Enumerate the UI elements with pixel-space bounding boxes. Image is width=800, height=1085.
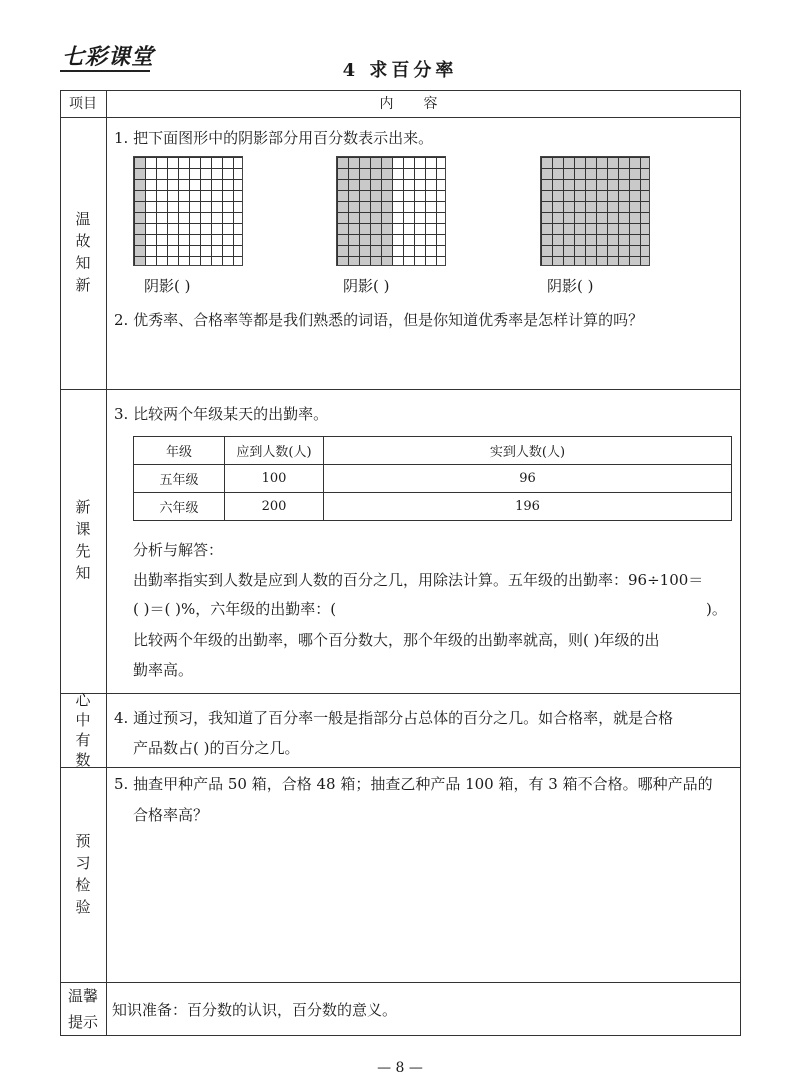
label-char: 心 [75, 691, 91, 709]
section-label-new-lesson [60, 389, 106, 693]
label-char: 有 [75, 731, 91, 749]
grid-3-answer-blank[interactable]: 阴影( ) [547, 277, 594, 295]
table-header-row [134, 437, 732, 465]
grid-2-answer-blank[interactable]: 阴影( ) [343, 277, 390, 295]
label-char: 习 [75, 853, 91, 872]
item-column-header: 项目 [69, 96, 97, 112]
analysis-title: 分析与解答： [133, 541, 224, 559]
label-char: 先 [75, 542, 91, 560]
page-number: — 8 — [377, 1060, 423, 1076]
attendance-table [133, 436, 732, 521]
table-row [134, 465, 732, 493]
table-cell: 200 [225, 493, 324, 521]
content-column-header: 内容 [379, 96, 468, 112]
label-char: 数 [75, 751, 91, 769]
label-char: 温 [75, 210, 91, 228]
label-char: 预 [75, 831, 91, 850]
question-5: 5. 抽查甲种产品 50 箱，合格 48 箱；抽查乙种产品 100 箱，有 3 箱不合格。哪种产品的 [114, 775, 713, 793]
section-label-review [60, 117, 106, 389]
table-header-cell: 年级 [134, 437, 225, 465]
hundred-grid-3 [540, 156, 650, 266]
row-divider-header [60, 117, 741, 118]
question-1: 1. 把下面图形中的阴影部分用百分数表示出来。 [114, 129, 434, 147]
question-4: 4. 通过预习，我知道了百分率一般是指部分占总体的百分之几。如合格率，就是合格 [114, 709, 674, 727]
vertical-label [75, 690, 90, 770]
label-char: 知 [75, 564, 91, 582]
label-char: 验 [75, 897, 91, 916]
analysis-line-2[interactable]: ( )＝( )%，六年级的出勤率：( [133, 600, 337, 618]
vertical-label [75, 497, 90, 585]
label-char: 新 [75, 498, 91, 516]
analysis-line-4: 勤率高。 [133, 661, 194, 679]
row-divider-mind [60, 767, 741, 768]
table-header-cell: 应到人数(人) [225, 437, 324, 465]
column-divider [106, 90, 107, 1036]
label-char: 检 [75, 875, 91, 894]
row-divider-review [60, 389, 741, 390]
label-char: 中 [75, 711, 91, 729]
brand-logo: 七彩课堂 [62, 44, 155, 70]
table-row [134, 493, 732, 521]
table-cell: 五年级 [134, 465, 225, 493]
grid-1-answer-blank[interactable]: 阴影( ) [144, 277, 191, 295]
question-5-line-2: 合格率高？ [133, 806, 209, 824]
table-cell: 100 [225, 465, 324, 493]
analysis-line-1: 出勤率指实到人数是应到人数的百分之几，用除法计算。五年级的出勤率：96÷100＝ [133, 571, 704, 589]
row-divider-new-lesson [60, 693, 741, 694]
vertical-label [75, 209, 90, 297]
row-divider-preview [60, 982, 741, 983]
label-char: 故 [75, 232, 91, 250]
hundred-grid-1 [133, 156, 243, 266]
table-cell: 196 [324, 493, 732, 521]
analysis-line-2-end: )。 [706, 600, 727, 618]
tip-text: 知识准备：百分数的认识，百分数的意义。 [112, 1001, 398, 1019]
table-cell: 六年级 [134, 493, 225, 521]
question-4-blank[interactable]: 产品数占( )的百分之几。 [133, 739, 300, 757]
section-label-tip: 温馨 提示 [67, 987, 98, 1031]
question-3: 3. 比较两个年级某天的出勤率。 [114, 405, 329, 423]
page-title: 4 求百分率 [342, 60, 458, 81]
section-label-mind [60, 693, 106, 767]
label-char: 新 [75, 276, 91, 294]
analysis-line-3[interactable]: 比较两个年级的出勤率，哪个百分数大，那个年级的出勤率就高，则( )年级的出 [133, 631, 660, 649]
section-label-preview [60, 767, 106, 982]
vertical-label [75, 831, 90, 919]
question-2: 2. 优秀率、合格率等都是我们熟悉的词语，但是你知道优秀率是怎样计算的吗？ [114, 311, 644, 329]
table-header-cell: 实到人数(人) [324, 437, 732, 465]
label-char: 课 [75, 520, 91, 538]
hundred-grid-2 [336, 156, 446, 266]
table-cell: 96 [324, 465, 732, 493]
label-char: 知 [75, 254, 91, 272]
